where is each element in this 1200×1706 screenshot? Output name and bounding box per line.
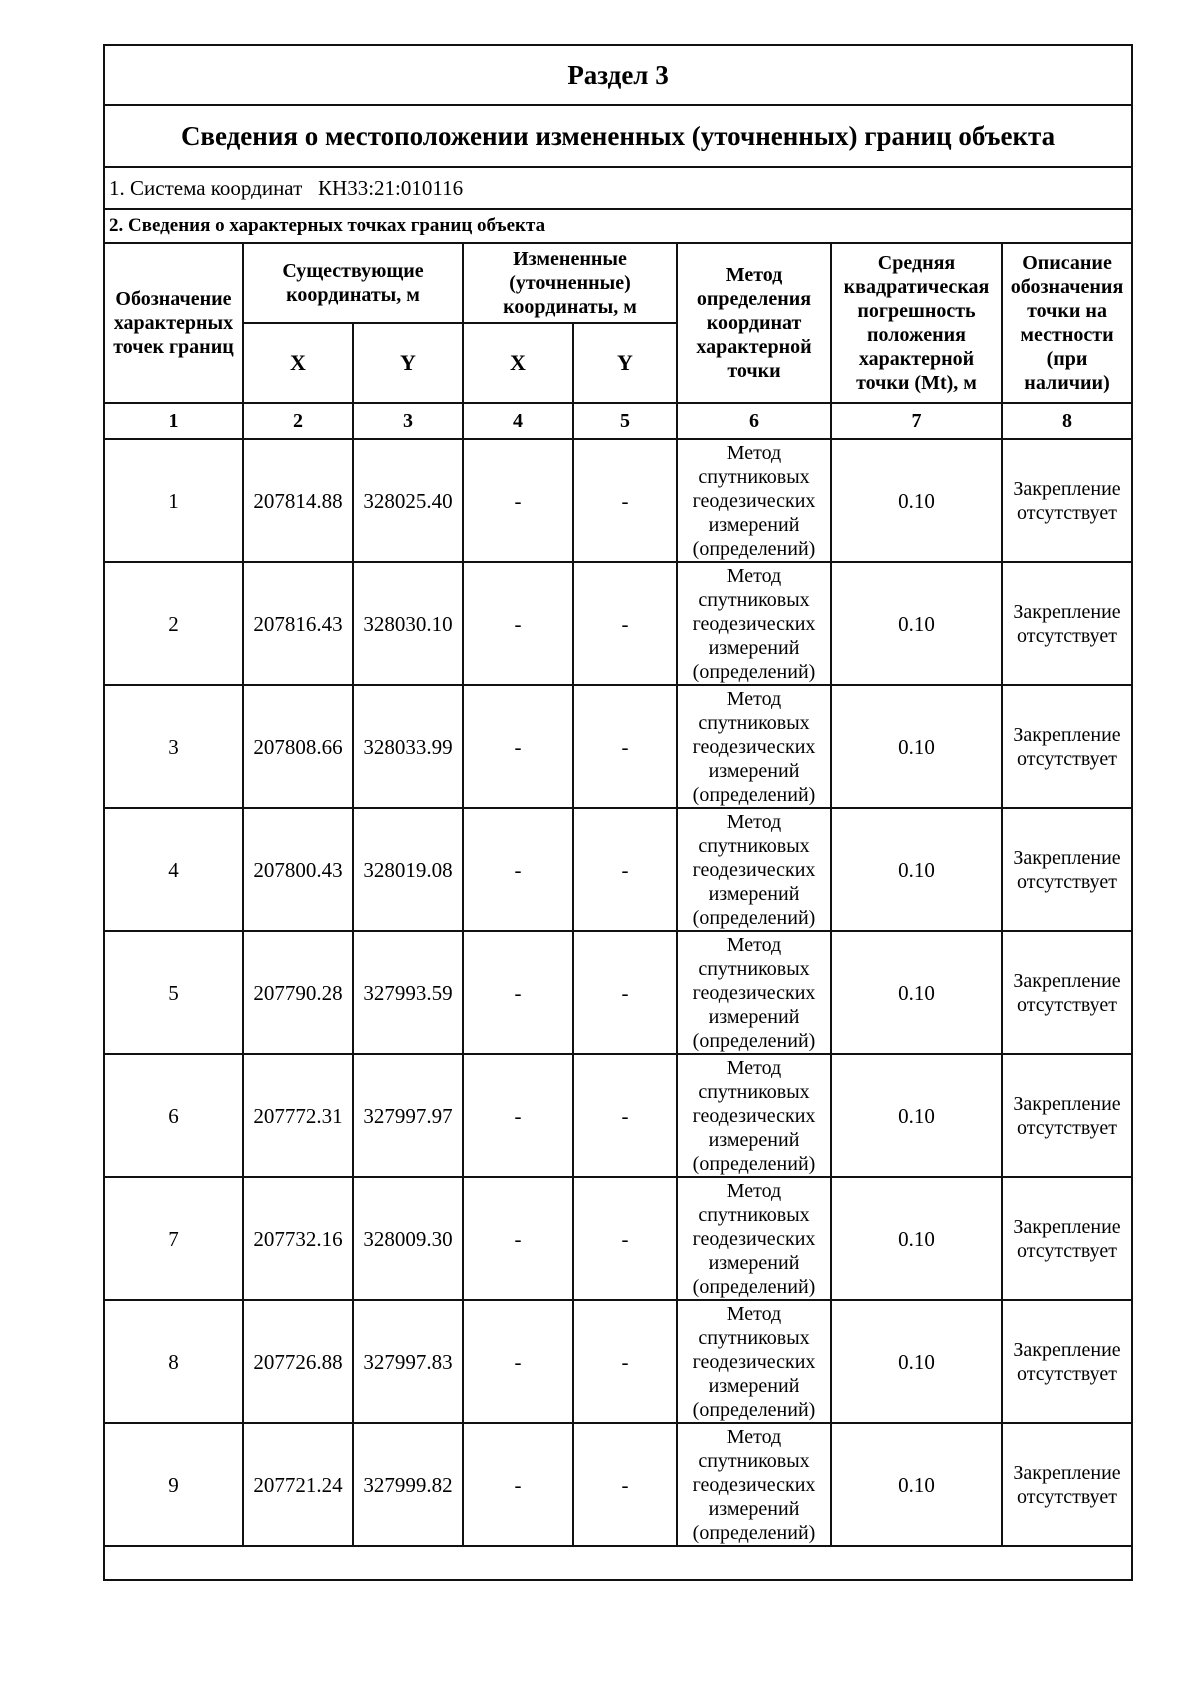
method-cell: Метод спутниковых геодезических измерений (определений)	[677, 1423, 831, 1546]
column-number: 6	[677, 403, 831, 439]
method-cell: Метод спутниковых геодезических измерений (определений)	[677, 808, 831, 931]
column-number: 4	[463, 403, 573, 439]
point-number-cell: 8	[104, 1300, 243, 1423]
changed-x-cell: -	[463, 1423, 573, 1546]
description-cell: Закрепление отсутствует	[1002, 931, 1132, 1054]
table-footer-row	[104, 1546, 1132, 1580]
method-cell: Метод спутниковых геодезических измерений (определений)	[677, 1300, 831, 1423]
description-cell: Закрепление отсутствует	[1002, 808, 1132, 931]
error-cell: 0.10	[831, 1423, 1002, 1546]
error-cell: 0.10	[831, 1054, 1002, 1177]
description-cell: Закрепление отсутствует	[1002, 1300, 1132, 1423]
table-row	[104, 562, 1132, 685]
existing-y-cell: 328030.10	[353, 562, 463, 685]
existing-x-cell: 207808.66	[243, 685, 353, 808]
error-cell: 0.10	[831, 808, 1002, 931]
changed-x-cell: -	[463, 1177, 573, 1300]
coordinate-system-value: КН33:21:010116	[318, 176, 464, 200]
error-cell: 0.10	[831, 1177, 1002, 1300]
boundary-points-table	[103, 44, 1133, 1581]
existing-x-cell: 207721.24	[243, 1423, 353, 1546]
existing-y-cell: 327993.59	[353, 931, 463, 1054]
changed-x-cell: -	[463, 808, 573, 931]
changed-y-cell: -	[573, 808, 677, 931]
existing-y-cell: 328019.08	[353, 808, 463, 931]
table-row	[104, 1300, 1132, 1423]
changed-y-cell: -	[573, 931, 677, 1054]
method-cell: Метод спутниковых геодезических измерений (определений)	[677, 685, 831, 808]
point-number-cell: 3	[104, 685, 243, 808]
changed-x-cell: -	[463, 439, 573, 562]
column-number: 5	[573, 403, 677, 439]
existing-x-cell: 207790.28	[243, 931, 353, 1054]
changed-x-cell: -	[463, 1054, 573, 1177]
column-number: 1	[104, 403, 243, 439]
table-row	[104, 1054, 1132, 1177]
column-number-row	[104, 403, 1132, 439]
column-number: 3	[353, 403, 463, 439]
point-number-cell: 2	[104, 562, 243, 685]
changed-x-cell: -	[463, 931, 573, 1054]
document-subtitle: Сведения о местоположении измененных (уточненных) границ объекта	[104, 105, 1132, 167]
method-cell: Метод спутниковых геодезических измерений (определений)	[677, 439, 831, 562]
header-error: Средняя квадратическая погрешность положения характерной точки (Mt), м	[831, 243, 1002, 403]
header-changed-x: X	[463, 323, 573, 403]
column-number: 2	[243, 403, 353, 439]
changed-y-cell: -	[573, 1300, 677, 1423]
changed-y-cell: -	[573, 1054, 677, 1177]
points-section-label: 2. Сведения о характерных точках границ объекта	[104, 209, 1132, 243]
coordinate-system-label: 1. Система координат	[109, 176, 303, 200]
coordinate-system-row	[104, 167, 1132, 209]
changed-x-cell: -	[463, 685, 573, 808]
table-row	[104, 685, 1132, 808]
description-cell: Закрепление отсутствует	[1002, 685, 1132, 808]
header-changed-coords: Измененные (уточненные) координаты, м	[463, 243, 677, 323]
existing-y-cell: 328033.99	[353, 685, 463, 808]
column-number: 7	[831, 403, 1002, 439]
error-cell: 0.10	[831, 439, 1002, 562]
point-number-cell: 1	[104, 439, 243, 562]
header-method: Метод определения координат характерной точки	[677, 243, 831, 403]
description-cell: Закрепление отсутствует	[1002, 439, 1132, 562]
error-cell: 0.10	[831, 685, 1002, 808]
existing-y-cell: 327999.82	[353, 1423, 463, 1546]
changed-y-cell: -	[573, 1423, 677, 1546]
method-cell: Метод спутниковых геодезических измерений (определений)	[677, 562, 831, 685]
header-description: Описание обозначения точки на местности (при наличии)	[1002, 243, 1132, 403]
existing-y-cell: 328025.40	[353, 439, 463, 562]
point-number-cell: 9	[104, 1423, 243, 1546]
error-cell: 0.10	[831, 562, 1002, 685]
header-existing-x: X	[243, 323, 353, 403]
existing-x-cell: 207772.31	[243, 1054, 353, 1177]
existing-x-cell: 207726.88	[243, 1300, 353, 1423]
existing-x-cell: 207732.16	[243, 1177, 353, 1300]
existing-x-cell: 207800.43	[243, 808, 353, 931]
existing-x-cell: 207816.43	[243, 562, 353, 685]
method-cell: Метод спутниковых геодезических измерений (определений)	[677, 1054, 831, 1177]
table-row	[104, 1423, 1132, 1546]
empty-footer-cell	[104, 1546, 1132, 1580]
existing-y-cell: 327997.83	[353, 1300, 463, 1423]
table-row	[104, 1177, 1132, 1300]
table-row	[104, 439, 1132, 562]
changed-x-cell: -	[463, 562, 573, 685]
description-cell: Закрепление отсутствует	[1002, 1177, 1132, 1300]
point-number-cell: 5	[104, 931, 243, 1054]
section-title: Раздел 3	[104, 45, 1132, 105]
column-number: 8	[1002, 403, 1132, 439]
point-number-cell: 4	[104, 808, 243, 931]
table-row	[104, 931, 1132, 1054]
changed-x-cell: -	[463, 1300, 573, 1423]
method-cell: Метод спутниковых геодезических измерений (определений)	[677, 931, 831, 1054]
changed-y-cell: -	[573, 562, 677, 685]
header-point: Обозначение характерных точек границ	[104, 243, 243, 403]
error-cell: 0.10	[831, 931, 1002, 1054]
point-number-cell: 6	[104, 1054, 243, 1177]
changed-y-cell: -	[573, 439, 677, 562]
existing-y-cell: 327997.97	[353, 1054, 463, 1177]
method-cell: Метод спутниковых геодезических измерений (определений)	[677, 1177, 831, 1300]
header-existing-y: Y	[353, 323, 463, 403]
header-changed-y: Y	[573, 323, 677, 403]
description-cell: Закрепление отсутствует	[1002, 1054, 1132, 1177]
point-number-cell: 7	[104, 1177, 243, 1300]
existing-y-cell: 328009.30	[353, 1177, 463, 1300]
changed-y-cell: -	[573, 685, 677, 808]
header-existing-coords: Существующие координаты, м	[243, 243, 463, 323]
description-cell: Закрепление отсутствует	[1002, 1423, 1132, 1546]
table-row	[104, 808, 1132, 931]
existing-x-cell: 207814.88	[243, 439, 353, 562]
description-cell: Закрепление отсутствует	[1002, 562, 1132, 685]
changed-y-cell: -	[573, 1177, 677, 1300]
error-cell: 0.10	[831, 1300, 1002, 1423]
document-sheet	[103, 44, 1131, 1581]
